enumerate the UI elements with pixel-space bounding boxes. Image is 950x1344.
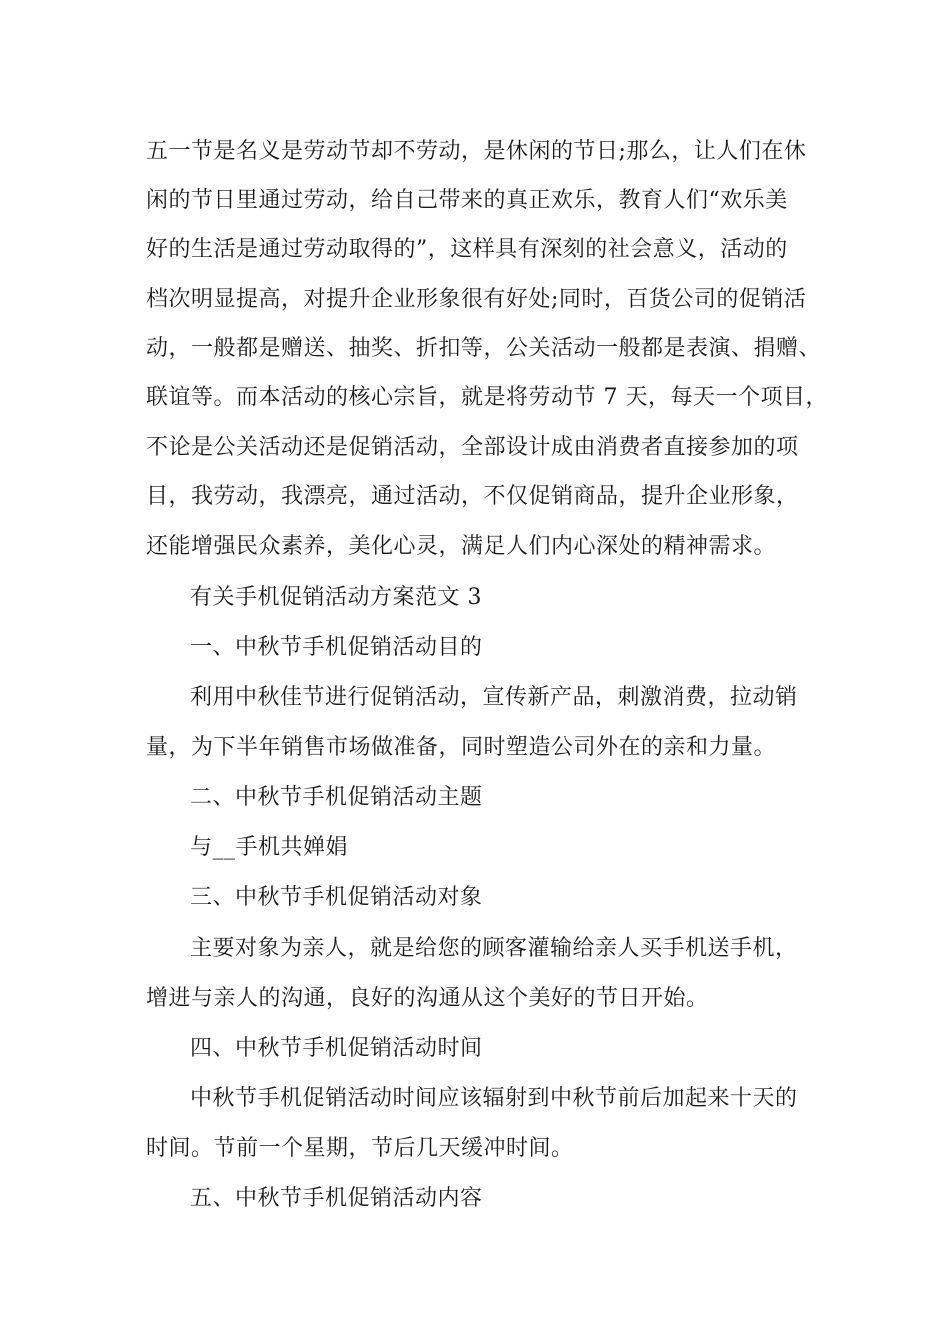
text-line: 动，一般都是赠送、抽奖、折扣等，公关活动一般都是表演、捐赠、	[146, 336, 822, 361]
text-line: 联谊等。而本活动的核心宗旨，就是将劳动节 7 天，每天一个项目，	[146, 385, 828, 410]
text-line: 档次明显提高，对提升企业形象很有好处;同时，百货公司的促销活	[146, 287, 807, 312]
text-line: 好的生活是通过劳动取得的”，这样具有深刻的社会意义，活动的	[146, 237, 788, 262]
text-line: 量，为下半年销售市场做准备，同时塑造公司外在的亲和力量。	[146, 735, 777, 760]
text-line: 还能增强民众素养，美化心灵，满足人们内心深处的精神需求。	[146, 534, 777, 559]
text-line: 五一节是名义是劳动节却不劳动，是休闲的节日;那么，让人们在休	[146, 139, 807, 164]
text-line: 时间。节前一个星期，节后几天缓冲时间。	[146, 1136, 574, 1161]
text-line: 利用中秋佳节进行促销活动，宣传新产品，刺激消费，拉动销	[190, 685, 798, 710]
text-line: 与__手机共婵娟	[190, 835, 349, 860]
text-line: 增进与亲人的沟通，良好的沟通从这个美好的节日开始。	[146, 986, 709, 1011]
section-title: 有关手机促销活动方案范文 3	[190, 585, 482, 610]
text-line: 主要对象为亲人，就是给您的顾客灌输给亲人买手机送手机，	[190, 936, 798, 961]
section-heading: 五、中秋节手机促销活动内容	[190, 1186, 483, 1211]
section-heading: 四、中秋节手机促销活动时间	[190, 1036, 483, 1061]
text-line: 闲的节日里通过劳动，给自己带来的真正欢乐，教育人们“欢乐美	[146, 188, 788, 213]
section-heading: 三、中秋节手机促销活动对象	[190, 885, 483, 910]
text-line: 中秋节手机促销活动时间应该辐射到中秋节前后加起来十天的	[190, 1086, 798, 1111]
section-heading: 二、中秋节手机促销活动主题	[190, 785, 483, 810]
text-line: 目，我劳动，我漂亮，通过活动，不仅促销商品，提升企业形象，	[146, 484, 799, 509]
text-line: 不论是公关活动还是促销活动，全部设计成由消费者直接参加的项	[146, 435, 799, 460]
section-heading: 一、中秋节手机促销活动目的	[190, 635, 483, 660]
